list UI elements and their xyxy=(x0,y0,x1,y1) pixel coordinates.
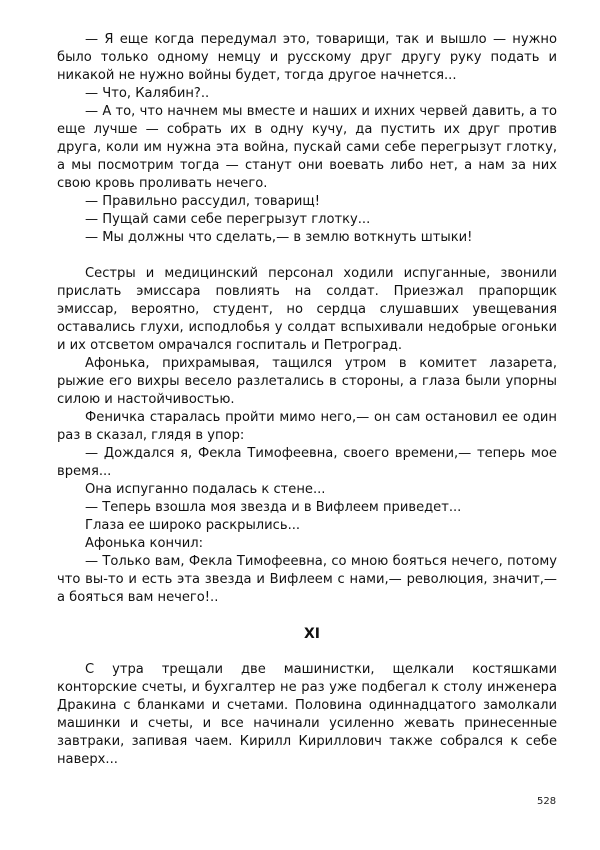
section-gap xyxy=(57,643,557,661)
paragraph: — Я еще когда передумал это, товарищи, так и вышло — нужно было только одному немцу и русскому друг другу руку подать и никакой не нужно войны будет, тогда другое начнется... xyxy=(57,32,557,83)
section-gap xyxy=(57,607,557,625)
paragraph: — Дождался я, Фекла Тимофеевна, своего времени,— теперь мое время... xyxy=(57,446,557,479)
paragraph: Афонька кончил: xyxy=(85,536,204,551)
paragraph: Она испуганно подалась к стене... xyxy=(85,482,326,497)
section-gap xyxy=(57,247,557,265)
paragraph: — Только вам, Фекла Тимофеевна, со мною бояться нечего, потому что вы-то и есть эта звезда и Вифлеем с нами,— революция, значит,— а бояться вам нечего!.. xyxy=(57,554,557,605)
paragraph: — Мы должны что сделать,— в землю воткнуть штыки! xyxy=(85,230,473,245)
paragraph: — А то, что начнем мы вместе и наших и ихних червей давить, а то еще лучше — собрать их в одну кучу, да пустить их друг против друга, коли им нужна эта война, пускай сами себе перегрызут глотку, а мы посмотрим тогда — станут они воевать либо нет, а нам за них свою кровь проливать нечего. xyxy=(57,104,557,191)
paragraph: — Правильно рассудил, товарищ! xyxy=(85,194,321,209)
paragraph: С утра трещали две машинистки, щелкали костяшками конторские счеты, и бухгалтер не раз уже подбегал к столу инженера Дракина с бланками и счетами. Половина одиннадцатого замолкали машинки и счеты, и все начинали усиленно жевать принесенные завтраки, запивая чаем. Кирилл Кириллович также собрался к себе наверх... xyxy=(57,662,557,767)
paragraph: — Что, Калябин?.. xyxy=(85,86,210,101)
page-body xyxy=(57,31,557,769)
chapter-heading: XI xyxy=(303,626,320,642)
paragraph: Сестры и медицинский персонал ходили испуганные, звонили прислать эмиссара повлиять на солдат. Приезжал прапорщик эмиссар, вероятно, студент, но сердца слушавших увещевания оставались глухи, исподлобья у солдат вспыхивали недобрые огоньки и их отсветом омрачался госпиталь и Петроград. xyxy=(57,266,557,353)
page-number: 528 xyxy=(537,796,557,807)
paragraph: Глаза ее широко раскрылись... xyxy=(85,518,301,533)
paragraph: Афонька, прихрамывая, тащился утром в комитет лазарета, рыжие его вихры весело разлетались в стороны, а глаза были упорны силою и настойчивостью. xyxy=(57,356,557,407)
paragraph: Феничка старалась пройти мимо него,— он сам остановил ее один раз в сказал, глядя в упор: xyxy=(57,410,557,443)
paragraph: — Пущай сами себе перегрызут глотку... xyxy=(85,212,371,227)
paragraph: — Теперь взошла моя звезда и в Вифлеем приведет... xyxy=(85,500,462,515)
